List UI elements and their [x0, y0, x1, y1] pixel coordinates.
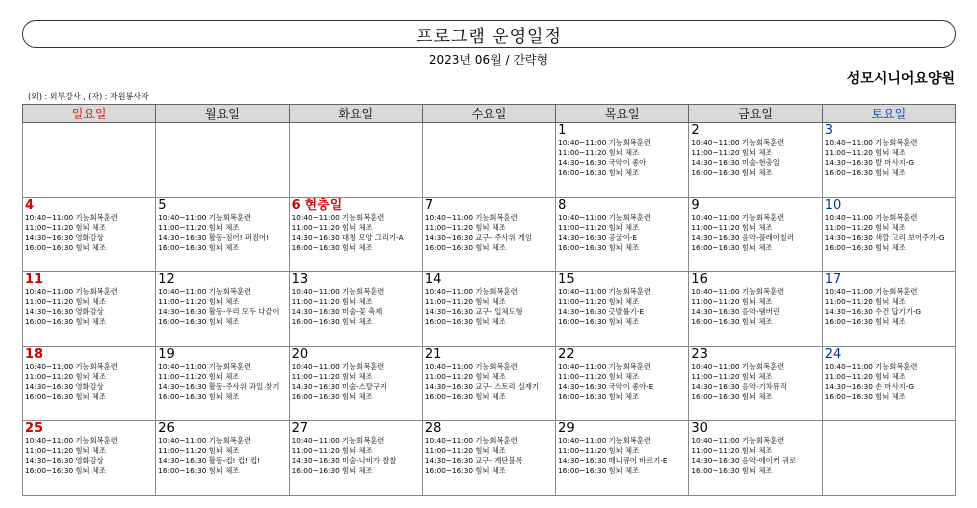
weekday-header-row [23, 105, 956, 123]
day-number [292, 199, 420, 213]
day-cell [289, 272, 422, 347]
event-entry: 10:40~11:00 기능회복훈련 [691, 361, 785, 371]
event-entry: 10:40~11:00 기능회복훈련 [558, 287, 651, 297]
day-number-text: 24 [824, 346, 842, 362]
event-entry: 10:40~11:00 기능회복훈련 [558, 212, 651, 222]
event-entry: 10:40~11:00 기능회복훈련 [158, 212, 252, 222]
day-number [25, 348, 153, 362]
event-entry: 11:00~11:20 힘뇌 체조 [691, 446, 773, 456]
day-cell [689, 272, 822, 347]
day-number-text: 18 [25, 346, 44, 362]
event-entry: 16:00~16:30 힘뇌 체조 [691, 317, 773, 327]
event-entry: 14:30~16:30 국악이 좋아-E [558, 381, 654, 391]
week-row [23, 421, 956, 496]
page-subtitle: 2023년 06월 / 간략형 [428, 53, 549, 67]
event-entry: 16:00~16:30 힘뇌 체조 [291, 466, 373, 476]
event-entry: 11:00~11:20 힘뇌 체조 [158, 446, 240, 456]
event-entry: 10:40~11:00 기능회복훈련 [424, 361, 518, 371]
event-entry: 10:40~11:00 기능회복훈련 [424, 287, 518, 297]
weekday-sunday: 일요일 [23, 105, 156, 123]
event-entry: 16:00~16:30 힘뇌 체조 [424, 391, 506, 401]
day-cell [156, 123, 289, 198]
weekday-tuesday: 화요일 [289, 105, 422, 123]
event-entry: 11:00~11:20 힘뇌 체조 [424, 297, 506, 307]
event-entry: 16:00~16:30 힘뇌 체조 [691, 168, 773, 177]
day-number-text: 19 [158, 346, 175, 362]
day-number-text: 28 [424, 421, 442, 437]
event-entry: 11:00~11:20 힘뇌 체조 [824, 148, 906, 157]
event-entry: 16:00~16:30 힘뇌 체조 [691, 242, 773, 252]
event-entry: 10:40~11:00 기능회복훈련 [25, 436, 118, 446]
day-cell [422, 123, 555, 198]
day-cell [156, 346, 289, 421]
event-entry: 14:30~16:30 미술-스탈구지 [291, 381, 387, 391]
event-entry: 16:00~16:30 힘뇌 체조 [558, 168, 640, 177]
day-number [825, 199, 953, 213]
day-number-text: 30 [691, 421, 708, 437]
day-number-text: 12 [158, 272, 175, 288]
event-entry: 14:30~16:30 대칭 모양 그리기-A [291, 232, 404, 242]
event-entry: 11:00~11:20 힘뇌 체조 [291, 222, 373, 232]
day-cell [23, 123, 156, 198]
day-number-text: 4 [25, 197, 35, 213]
day-cell [289, 421, 422, 496]
organization-name: 성모시니어요양원 [846, 71, 955, 87]
event-entry: 10:40~11:00 기능회복훈련 [691, 212, 785, 222]
event-entry: 14:30~16:30 수건 답기기-G [824, 307, 922, 317]
event-entry: 11:00~11:20 힘뇌 체조 [824, 222, 906, 232]
event-entry: 11:00~11:20 힘뇌 체조 [291, 446, 373, 456]
day-number-text: 15 [558, 272, 575, 288]
day-number [558, 422, 686, 436]
day-number-text: 1 [558, 123, 567, 138]
event-entry: 16:00~16:30 힘뇌 체조 [558, 242, 640, 252]
event-entry: 16:00~16:30 힘뇌 체조 [158, 242, 240, 252]
day-number-text: 21 [424, 346, 442, 362]
day-cell [822, 197, 955, 272]
day-number-text: 6 [291, 197, 301, 213]
event-entry: 11:00~11:20 힘뇌 체조 [691, 148, 773, 157]
event-entry: 16:00~16:30 힘뇌 체조 [291, 391, 373, 401]
event-entry: 14:30~16:30 긋발률기-E [558, 307, 645, 317]
event-entry: 11:00~11:20 힘뇌 체조 [824, 371, 906, 381]
day-cell [556, 197, 689, 272]
event-entry: 16:00~16:30 힘뇌 체조 [25, 391, 107, 401]
event-entry: 14:30~16:30 공굴이-E [558, 232, 638, 242]
event-entry: 16:00~16:30 힘뇌 체조 [558, 466, 640, 476]
event-entry: 16:00~16:30 힘뇌 체조 [158, 466, 240, 476]
day-number-text: 8 [558, 197, 567, 213]
event-entry: 10:40~11:00 기능회복훈련 [291, 361, 385, 371]
event-entry: 11:00~11:20 힘뇌 체조 [424, 446, 506, 456]
day-number [292, 348, 420, 362]
event-entry: 11:00~11:20 힘뇌 체조 [558, 222, 640, 232]
event-entry: 14:30~16:30 미술-나비가 찰찰 [291, 456, 397, 466]
day-number [158, 199, 286, 213]
event-entry: 14:30~16:30 음악-에이커 귀로 [691, 456, 797, 466]
holiday-label: 현충일 [304, 197, 343, 213]
event-entry: 10:40~11:00 기능회복훈련 [558, 361, 651, 371]
day-number [691, 422, 819, 436]
day-number-text: 17 [824, 272, 842, 288]
day-number [425, 422, 553, 436]
event-entry: 16:00~16:30 힘뇌 체조 [424, 242, 506, 252]
day-cell [156, 421, 289, 496]
day-cell [689, 421, 822, 496]
day-number-text: 20 [291, 346, 309, 362]
event-entry: 11:00~11:20 힘뇌 체조 [558, 446, 640, 456]
event-entry: 10:40~11:00 기능회복훈련 [691, 138, 785, 147]
weekday-wednesday: 수요일 [422, 105, 555, 123]
schedule-calendar [22, 104, 956, 496]
day-number-text: 29 [558, 421, 575, 437]
event-entry: 10:40~11:00 기능회복훈련 [691, 436, 785, 446]
day-cell [822, 123, 955, 198]
day-number [691, 124, 819, 138]
weekday-monday: 월요일 [156, 105, 289, 123]
day-number [825, 273, 953, 287]
event-entry: 16:00~16:30 힘뇌 체조 [424, 466, 506, 476]
day-cell [556, 421, 689, 496]
day-number [558, 199, 686, 213]
event-entry: 16:00~16:30 힘뇌 체조 [424, 317, 506, 327]
day-number-text: 3 [824, 123, 833, 138]
day-number [558, 348, 686, 362]
event-entry: 11:00~11:20 힘뇌 체조 [291, 297, 373, 307]
day-number-text: 10 [824, 197, 842, 213]
event-entry: 16:00~16:30 힘뇌 체조 [558, 391, 640, 401]
event-entry: 14:30~16:30 교구- 스토리 실제기 [424, 381, 539, 391]
event-entry: 14:30~16:30 교구- 계단블록 [424, 456, 523, 466]
day-number [691, 348, 819, 362]
event-entry: 10:40~11:00 기능회복훈련 [291, 436, 385, 446]
day-number-text: 14 [424, 272, 442, 288]
event-entry: 16:00~16:30 힘뇌 체조 [158, 317, 240, 327]
day-number-text: 7 [424, 197, 434, 213]
event-entry: 14:30~16:30 활동-짐어! 퍼짐어! [158, 232, 269, 242]
event-entry: 14:30~16:30 색깔 고리 보어주기-G [824, 232, 945, 242]
legend-note: (외) : 외부강사 , (자) : 자원봉사자 [28, 92, 149, 101]
week-row [23, 197, 956, 272]
day-number-text: 25 [25, 421, 44, 437]
event-entry: 14:30~16:30 미술-꽃 축제 [291, 307, 383, 317]
event-entry: 16:00~16:30 힘뇌 체조 [25, 242, 107, 252]
event-entry: 14:30~16:30 음악-기차뮤직 [691, 381, 787, 391]
event-entry: 14:30~16:30 영화감상 [25, 456, 104, 466]
event-entry: 14:30~16:30 활동-컵! 컵! 컵! [158, 456, 261, 466]
day-number-text: 16 [691, 272, 708, 288]
event-entry: 14:30~16:30 교구- 주사위 게임 [424, 232, 532, 242]
event-entry: 11:00~11:20 힘뇌 체조 [424, 371, 506, 381]
day-number [825, 348, 953, 362]
day-cell [689, 123, 822, 198]
day-number-text: 22 [558, 346, 575, 362]
day-cell [23, 421, 156, 496]
event-entry: 11:00~11:20 힘뇌 체조 [558, 148, 640, 157]
day-number [425, 348, 553, 362]
day-cell [556, 123, 689, 198]
event-entry: 14:30~16:30 국악이 좋아 [558, 158, 647, 167]
event-entry: 11:00~11:20 힘뇌 체조 [25, 222, 107, 232]
day-cell [556, 346, 689, 421]
week-row [23, 123, 956, 198]
event-entry: 10:40~11:00 기능회복훈련 [25, 287, 118, 297]
event-entry: 14:30~16:30 영화감상 [25, 232, 104, 242]
day-cell [23, 346, 156, 421]
event-entry: 10:40~11:00 기능회복훈련 [558, 138, 651, 147]
event-entry: 10:40~11:00 기능회복훈련 [291, 287, 385, 297]
day-number-text: 27 [291, 421, 309, 437]
day-number [558, 124, 686, 138]
day-number-text: 11 [25, 272, 44, 288]
event-entry: 14:30~16:30 영화감상 [25, 307, 104, 317]
event-entry: 14:30~16:30 매니큐어 바르기-E [558, 456, 668, 466]
day-cell [422, 421, 555, 496]
day-number-text: 9 [691, 197, 700, 213]
event-entry: 11:00~11:20 힘뇌 체조 [158, 222, 240, 232]
page-title: 프로그램 운영일정 [416, 26, 562, 47]
day-number [25, 273, 153, 287]
event-entry: 10:40~11:00 기능회복훈련 [558, 436, 651, 446]
day-cell [689, 346, 822, 421]
day-cell [23, 272, 156, 347]
event-entry: 10:40~11:00 기능회복훈련 [824, 212, 918, 222]
event-entry: 11:00~11:20 힘뇌 체조 [291, 371, 373, 381]
day-cell [422, 346, 555, 421]
event-entry: 11:00~11:20 힘뇌 체조 [558, 371, 640, 381]
day-cell [822, 421, 955, 496]
event-entry: 11:00~11:20 힘뇌 체조 [158, 371, 240, 381]
week-row [23, 272, 956, 347]
day-number [158, 422, 286, 436]
event-entry: 10:40~11:00 기능회복훈련 [291, 212, 385, 222]
event-entry: 16:00~16:30 힘뇌 체조 [824, 168, 906, 177]
day-number [25, 199, 153, 213]
day-cell [289, 123, 422, 198]
event-entry: 10:40~11:00 기능회복훈련 [424, 436, 518, 446]
event-entry: 16:00~16:30 힘뇌 체조 [691, 391, 773, 401]
event-entry: 16:00~16:30 힘뇌 체조 [291, 317, 373, 327]
event-entry: 11:00~11:20 힘뇌 체조 [25, 446, 107, 456]
day-number-text: 23 [691, 346, 708, 362]
event-entry: 11:00~11:20 힘뇌 체조 [558, 297, 640, 307]
event-entry: 10:40~11:00 기능회복훈련 [824, 361, 918, 371]
day-number [558, 273, 686, 287]
day-number [425, 199, 553, 213]
event-entry: 11:00~11:20 힘뇌 체조 [25, 371, 107, 381]
day-number-text: 2 [691, 123, 700, 138]
event-entry: 14:30~16:30 영화감상 [25, 381, 104, 391]
day-number [292, 273, 420, 287]
event-entry: 10:40~11:00 기능회복훈련 [424, 212, 518, 222]
day-cell [23, 197, 156, 272]
day-cell [156, 197, 289, 272]
day-number [158, 273, 286, 287]
event-entry: 11:00~11:20 힘뇌 체조 [691, 371, 773, 381]
event-entry: 14:30~16:30 미술-현충일 [691, 158, 780, 167]
weekday-saturday: 토요일 [822, 105, 955, 123]
event-entry: 16:00~16:30 힘뇌 체조 [25, 466, 107, 476]
week-row [23, 346, 956, 421]
weekday-friday: 금요일 [689, 105, 822, 123]
event-entry: 14:30~16:30 음악-탬버린 [691, 307, 780, 317]
day-number-text: 5 [158, 197, 167, 213]
day-number [425, 273, 553, 287]
event-entry: 14:30~16:30 교구- 입체도형 [424, 307, 523, 317]
day-number [691, 273, 819, 287]
event-entry: 14:30~16:30 활동-주사위 과일 찾기 [158, 381, 280, 391]
day-cell [689, 197, 822, 272]
event-entry: 11:00~11:20 힘뇌 체조 [824, 297, 906, 307]
event-entry: 11:00~11:20 힘뇌 체조 [158, 297, 240, 307]
event-entry: 10:40~11:00 기능회복훈련 [158, 436, 252, 446]
day-number [158, 348, 286, 362]
event-entry: 10:40~11:00 기능회복훈련 [824, 138, 918, 147]
event-entry: 11:00~11:20 힘뇌 체조 [25, 297, 107, 307]
event-entry: 10:40~11:00 기능회복훈련 [158, 361, 252, 371]
day-cell [156, 272, 289, 347]
day-cell [289, 197, 422, 272]
day-number [825, 124, 953, 138]
day-cell [822, 346, 955, 421]
day-cell [556, 272, 689, 347]
event-entry: 14:30~16:30 발 마사지-G [824, 158, 914, 167]
event-entry: 11:00~11:20 힘뇌 체조 [691, 297, 773, 307]
event-entry: 10:40~11:00 기능회복훈련 [691, 287, 785, 297]
event-entry: 16:00~16:30 힘뇌 체조 [158, 391, 240, 401]
day-cell [422, 272, 555, 347]
event-entry: 10:40~11:00 기능회복훈련 [824, 287, 918, 297]
day-cell [422, 197, 555, 272]
event-entry: 16:00~16:30 힘뇌 체조 [824, 391, 906, 401]
day-number [25, 422, 153, 436]
event-entry: 16:00~16:30 힘뇌 체조 [824, 317, 906, 327]
day-cell [822, 272, 955, 347]
event-entry: 16:00~16:30 힘뇌 체조 [25, 317, 107, 327]
weekday-thursday: 목요일 [556, 105, 689, 123]
day-cell [289, 346, 422, 421]
event-entry: 14:30~16:30 음악-플레이칠러 [691, 232, 794, 242]
event-entry: 16:00~16:30 힘뇌 체조 [691, 466, 773, 476]
event-entry: 10:40~11:00 기능회복훈련 [25, 212, 118, 222]
event-entry: 14:30~16:30 손 마사지-G [824, 381, 914, 391]
day-number [292, 422, 420, 436]
page-title-box [22, 20, 956, 48]
event-entry: 16:00~16:30 힘뇌 체조 [824, 242, 906, 252]
day-number-text: 13 [291, 272, 309, 288]
event-entry: 16:00~16:30 힘뇌 체조 [558, 317, 640, 327]
event-entry: 14:30~16:30 활동-우리 모두 다같이 [158, 307, 280, 317]
event-entry: 11:00~11:20 힘뇌 체조 [424, 222, 506, 232]
calendar-body [23, 123, 956, 496]
event-entry: 16:00~16:30 힘뇌 체조 [291, 242, 373, 252]
event-entry: 10:40~11:00 기능회복훈련 [158, 287, 252, 297]
day-number-text: 26 [158, 421, 175, 437]
event-entry: 11:00~11:20 힘뇌 체조 [691, 222, 773, 232]
day-number [691, 199, 819, 213]
event-entry: 10:40~11:00 기능회복훈련 [25, 361, 118, 371]
